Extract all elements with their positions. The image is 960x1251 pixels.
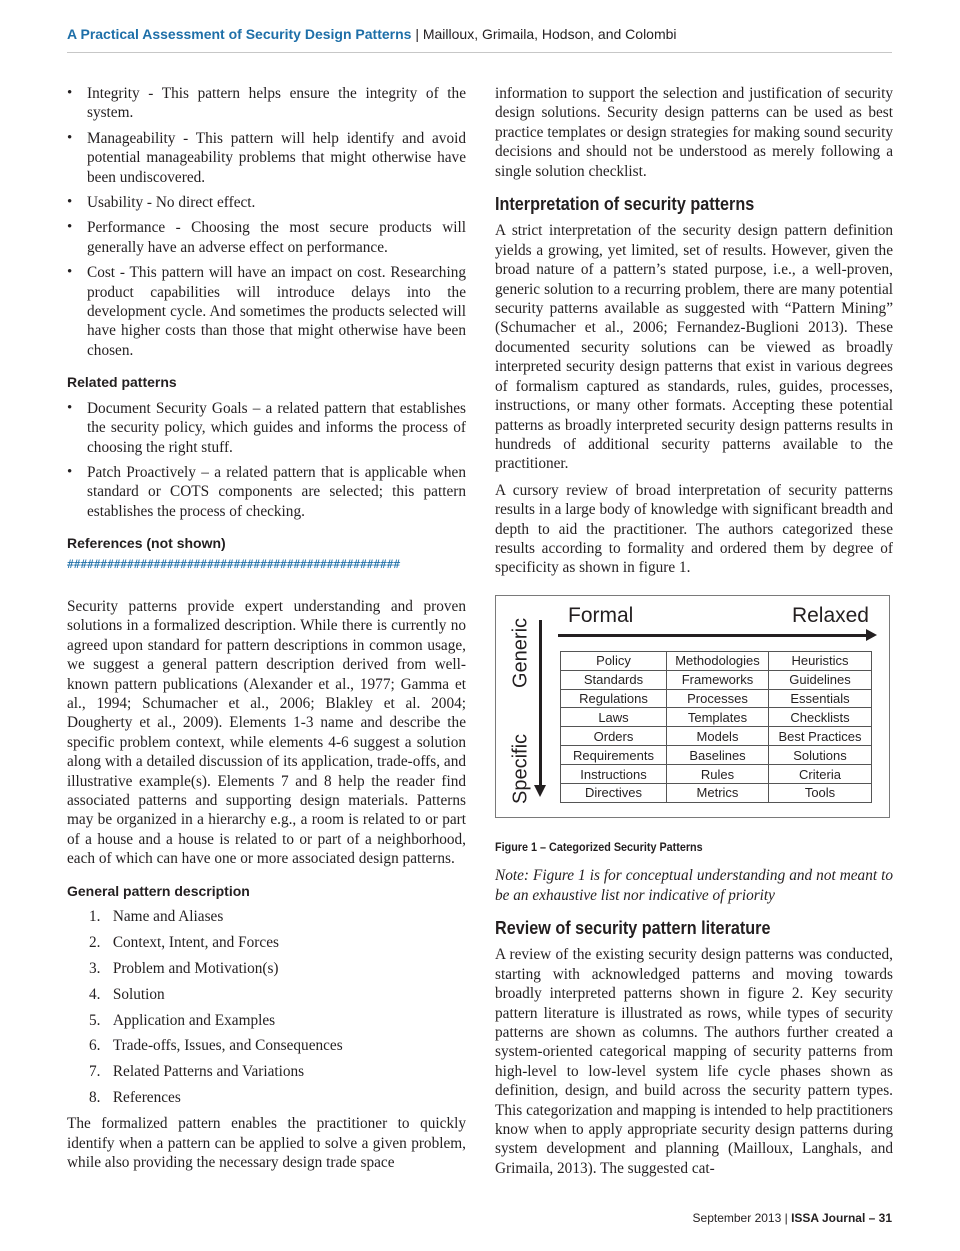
formal-axis-label: Formal (568, 603, 634, 627)
left-column (67, 84, 466, 1172)
list-item: • Integrity - This pattern helps ensure the integrity of the system. (67, 84, 466, 123)
table-cell: Essentials (769, 689, 872, 708)
interpretation-paragraph-2: A cursory review of broad interpretation of security patterns results in a large body of knowledge with significant breadth and depth to aid the practitioner. The authors categorized these results according to formality and ordered them by degree of specificity as shown in figure 1. (495, 481, 893, 577)
item-number: 2. (89, 933, 101, 951)
list-item (89, 1088, 466, 1114)
list-item: • Manageability - This pattern will help identify and avoid potential manageability problems that might otherwise have been undiscovered. (67, 129, 466, 187)
table-cell: Requirements (561, 746, 667, 765)
item-text: References (112, 1089, 181, 1107)
interpretation-heading: Interpretation of security patterns (495, 194, 755, 215)
table-cell: Best Practices (769, 727, 872, 746)
list-item (89, 1036, 466, 1062)
article-title: A Practical Assessment of Security Design Patterns (67, 26, 412, 42)
list-item (89, 933, 466, 959)
table-cell: Criteria (769, 765, 872, 784)
table-cell: Directives (561, 783, 667, 802)
review-heading: Review of security pattern literature (495, 917, 771, 938)
list-item (89, 907, 466, 933)
item-number: 4. (89, 985, 101, 1003)
item-number: 1. (89, 908, 101, 926)
continuation-paragraph: information to support the selection and justification of security design solutions. Security design patterns can be used as best practice templates or design strategies for making sound security decisions and should not be understood as merely following a single solution checklist. (495, 85, 893, 180)
table-cell: Metrics (667, 783, 769, 802)
formalized-pattern-paragraph: The formalized pattern enables the practitioner to quickly identify when a pattern can be applied to solve a given problem, while also providing the necessary design trade space (67, 1115, 466, 1171)
table-row (561, 689, 872, 708)
table-row (561, 783, 872, 802)
header-separator: | (411, 26, 423, 42)
item-text: Problem and Motivation(s) (112, 959, 279, 977)
table-cell: Processes (667, 689, 769, 708)
figure-note: Note: Figure 1 is for conceptual understanding and not meant to be an exhaustive list nor indicative of priority (495, 867, 893, 904)
page-footer (693, 1211, 892, 1225)
list-item: • Performance - Choosing the most secure products will generally have an adverse effect on performance. (67, 218, 466, 257)
relaxed-axis-label: Relaxed (791, 603, 869, 627)
list-item (89, 1062, 466, 1088)
interpretation-paragraph-1: A strict interpretation of the security design pattern definition yields a growing, yet limited, set of results. However, given the broad nature of a pattern’s stated purpose, i.e., a well-proven, generic solution to a recurring problem, there are many potential security patterns available as suggested with “Pattern Mining” (Schumacher et al., 2006; Fernandez-Buglioni 2013). These documented security solutions can be viewed as broadly interpreted security design patterns that exist in various degrees of formalism captured as standards, rules, guides, processes, instructions, or many other formats. Accepting these potential patterns as broadly interpreted security design patterns results in hundreds of additional security patterns available to the practitioner. (495, 222, 893, 473)
related-patterns-heading: Related patterns (67, 374, 177, 391)
table-row (561, 727, 872, 746)
references-heading: References (not shown) (67, 535, 226, 552)
list-item: • Patch Proactively – a related pattern that is applicable when standard or COTS components are selected; this pattern establishes the process of checking. (67, 463, 466, 521)
table-cell: Regulations (561, 689, 667, 708)
down-arrow-icon (534, 785, 546, 797)
general-pattern-heading: General pattern description (67, 882, 250, 899)
table-cell: Rules (667, 765, 769, 784)
table-cell: Laws (561, 708, 667, 727)
figure-caption: Figure 1 – Categorized Security Patterns (495, 839, 703, 854)
table-cell: Frameworks (667, 670, 769, 689)
table-cell: Solutions (769, 746, 872, 765)
article-authors: Mailloux, Grimaila, Hodson, and Colombi (422, 26, 677, 42)
table-cell: Methodologies (667, 651, 769, 670)
item-number: 3. (89, 959, 101, 977)
item-number: 6. (89, 1037, 101, 1055)
table-row (561, 765, 872, 784)
table-row (561, 651, 872, 670)
table-cell: Guidelines (769, 670, 872, 689)
list-item (89, 985, 466, 1011)
list-item: • Document Security Goals – a related pattern that establishes the security policy, which guides and informs the process of choosing the right stuff. (67, 399, 466, 457)
table-row (561, 670, 872, 689)
horizontal-arrow-shaft (558, 634, 868, 637)
figure-1-diagram (495, 595, 890, 818)
pattern-category-table (560, 651, 872, 803)
item-text: Related Patterns and Variations (112, 1063, 305, 1081)
item-text: Trade-offs, Issues, and Consequences (112, 1037, 343, 1055)
table-cell: Policy (561, 651, 667, 670)
item-number: 8. (89, 1089, 101, 1107)
table-cell: Models (667, 727, 769, 746)
placeholder-hash-line: ################################################## (67, 556, 400, 571)
related-patterns-list (67, 399, 466, 521)
list-item: • Usability - No direct effect. (67, 193, 466, 212)
specific-label-text: Specific (509, 733, 532, 804)
list-item (89, 959, 466, 985)
list-item: • Cost - This pattern will have an impact on cost. Researching product capabilities will introduce delays into the development cycle. And sometimes the products selected will have higher costs than those that might otherwise have been chosen. (67, 263, 466, 360)
table-cell: Standards (561, 670, 667, 689)
generic-label-text: Generic (509, 617, 532, 688)
general-pattern-list (67, 907, 466, 1114)
table-cell: Templates (667, 708, 769, 727)
list-item (89, 1011, 466, 1037)
table-cell: Tools (769, 783, 872, 802)
item-text: Application and Examples (112, 1011, 276, 1029)
review-paragraph: A review of the existing security design patterns was conducted, starting with acknowledged patterns and moving towards broadly interpreted patterns shown in figure 2. Key security pattern literature is illustrated as rows, while types of security patterns are shown as columns. The authors further created a system-oriented categorical mapping of security patterns from high-level to low-level system life cycle phases shown as definition, design, and build across the security pattern types. This categorization and mapping is intended to help practitioners know when to apply appropriate security design patterns during system development and planning (Mailloux, Langhals, and Grimaila, 2013). The suggested cat- (495, 946, 893, 1177)
item-text: Solution (112, 985, 165, 1003)
pattern-intro-paragraph: Security patterns provide expert understanding and proven solutions in a formalized description. While there is currently no agreed upon standard for pattern descriptions in common usage, we suggest a general pattern description derived from well-known pattern publications (Alexander et al., 1977; Gamma et al., 1994; Schumacher et al., 2006; Blakley et al. 2004; Dougherty et al., 2009). Elements 1-3 name and describe the specific problem context, while elements 4-6 suggest a solution along with a detailed discussion of its application, trade-offs, and illustrative example(s). Elements 7 and 8 help the reader find associated patterns and supporting design materials. Patterns may be organized in a hierarchy e.g., a room is related to or part of a house and a house is related to or part of a neighborhood, each of which can have one or more associated design patterns. (67, 597, 466, 868)
right-column (495, 84, 893, 1178)
table-row (561, 746, 872, 765)
table-row (561, 708, 872, 727)
item-number: 5. (89, 1011, 101, 1029)
journal-page: ISSA Journal – 31 (791, 1211, 892, 1225)
running-header (67, 26, 892, 53)
table-cell: Checklists (769, 708, 872, 727)
item-text: Name and Aliases (112, 908, 224, 926)
issue-date: September 2013 (692, 1211, 782, 1225)
vertical-arrow-shaft (539, 620, 542, 788)
footer-separator: | (781, 1211, 792, 1225)
table-cell: Orders (561, 727, 667, 746)
table-cell: Baselines (667, 746, 769, 765)
item-text: Context, Intent, and Forces (112, 933, 279, 951)
generic-axis-label (508, 618, 534, 688)
attribute-list (67, 84, 466, 360)
item-number: 7. (89, 1063, 101, 1081)
table-cell: Instructions (561, 765, 667, 784)
table-cell: Heuristics (769, 651, 872, 670)
specific-axis-label (508, 731, 534, 807)
right-arrow-icon (866, 629, 877, 641)
